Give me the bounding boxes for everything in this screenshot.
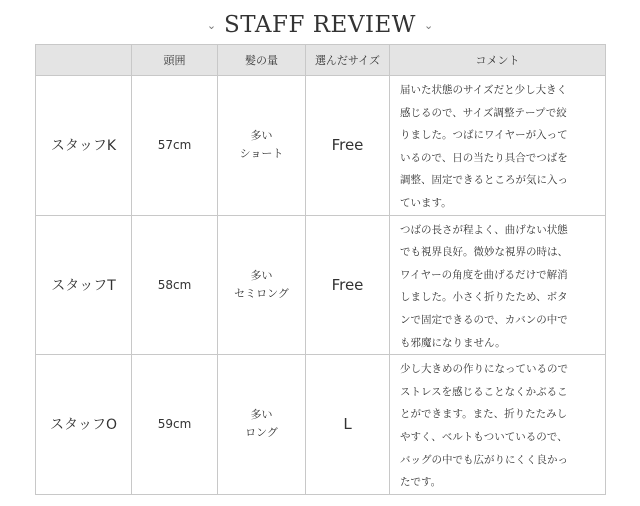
- chosen-size: L: [306, 355, 390, 495]
- comment-line: 感じるので、サイズ調整テープで絞: [400, 106, 567, 119]
- header-hair-amount: 髪の量: [218, 45, 306, 76]
- hair-length: ロング: [245, 426, 278, 440]
- header-comment: コメント: [390, 45, 606, 76]
- comment: [390, 355, 606, 495]
- hair-volume: 多い: [250, 268, 273, 282]
- section-title-text: STAFF REVIEW: [224, 12, 416, 38]
- head-size: 58cm: [132, 215, 218, 355]
- comment-line: りました。つばにワイヤーが入って: [400, 129, 568, 142]
- table-row: [36, 76, 606, 216]
- comment-line: 少し大きめの作りになっているので: [400, 363, 568, 376]
- chosen-size: Free: [306, 215, 390, 355]
- hair-amount: [218, 76, 306, 216]
- comment-line: も邪魔になりません。: [400, 336, 506, 349]
- comment-line: ストレスを感じることなくかぶるこ: [400, 385, 568, 398]
- table-row: [36, 215, 606, 355]
- header-head-size: 頭囲: [132, 45, 218, 76]
- comment-line: バッグの中でも広がりにくく良かっ: [400, 453, 568, 466]
- comment-line: つばの長さが程よく、曲げない状態: [400, 223, 568, 236]
- comment-line: やすく、ベルトもついているので、: [400, 430, 568, 443]
- head-size: 57cm: [132, 76, 218, 216]
- comment-line: いるので、日の当たり具合でつばを: [400, 151, 568, 164]
- chevron-down-icon: ⌄: [206, 18, 217, 32]
- staff-name: スタッフT: [36, 215, 132, 355]
- staff-name: スタッフK: [36, 76, 132, 216]
- hair-amount: [218, 355, 306, 495]
- comment-line: 届いた状態のサイズだと少し大きく: [400, 84, 568, 96]
- comment-line: とができます。また、折りたたみし: [400, 408, 568, 421]
- comment-line: ンで固定できるので、カバンの中で: [400, 313, 568, 326]
- header-chosen-size: 選んだサイズ: [306, 45, 390, 76]
- comment-line: ています。: [400, 196, 452, 209]
- table-header-row: [36, 45, 606, 76]
- chevron-down-icon: ⌄: [423, 18, 434, 32]
- hair-amount: [218, 215, 306, 355]
- hair-volume: 多い: [250, 408, 273, 422]
- header-staff: [36, 45, 132, 76]
- chosen-size: Free: [306, 76, 390, 216]
- hair-volume: 多い: [250, 129, 273, 143]
- comment-line: しました。小さく折りたため、ボタ: [400, 291, 568, 304]
- staff-review-table: [35, 44, 606, 495]
- comment: [390, 76, 606, 216]
- hair-length: ショート: [239, 147, 284, 161]
- table-row: [36, 355, 606, 495]
- comment-line: 調整、固定できるところが気に入っ: [400, 174, 568, 187]
- comment: [390, 215, 606, 355]
- comment-line: ワイヤーの角度を曲げるだけで解消: [400, 268, 568, 281]
- section-title: [0, 8, 640, 42]
- comment-line: でも視界良好。微妙な視界の時は、: [400, 246, 568, 259]
- comment-line: たです。: [400, 476, 442, 489]
- staff-name: スタッフO: [36, 355, 132, 495]
- head-size: 59cm: [132, 355, 218, 495]
- hair-length: セミロング: [234, 286, 289, 300]
